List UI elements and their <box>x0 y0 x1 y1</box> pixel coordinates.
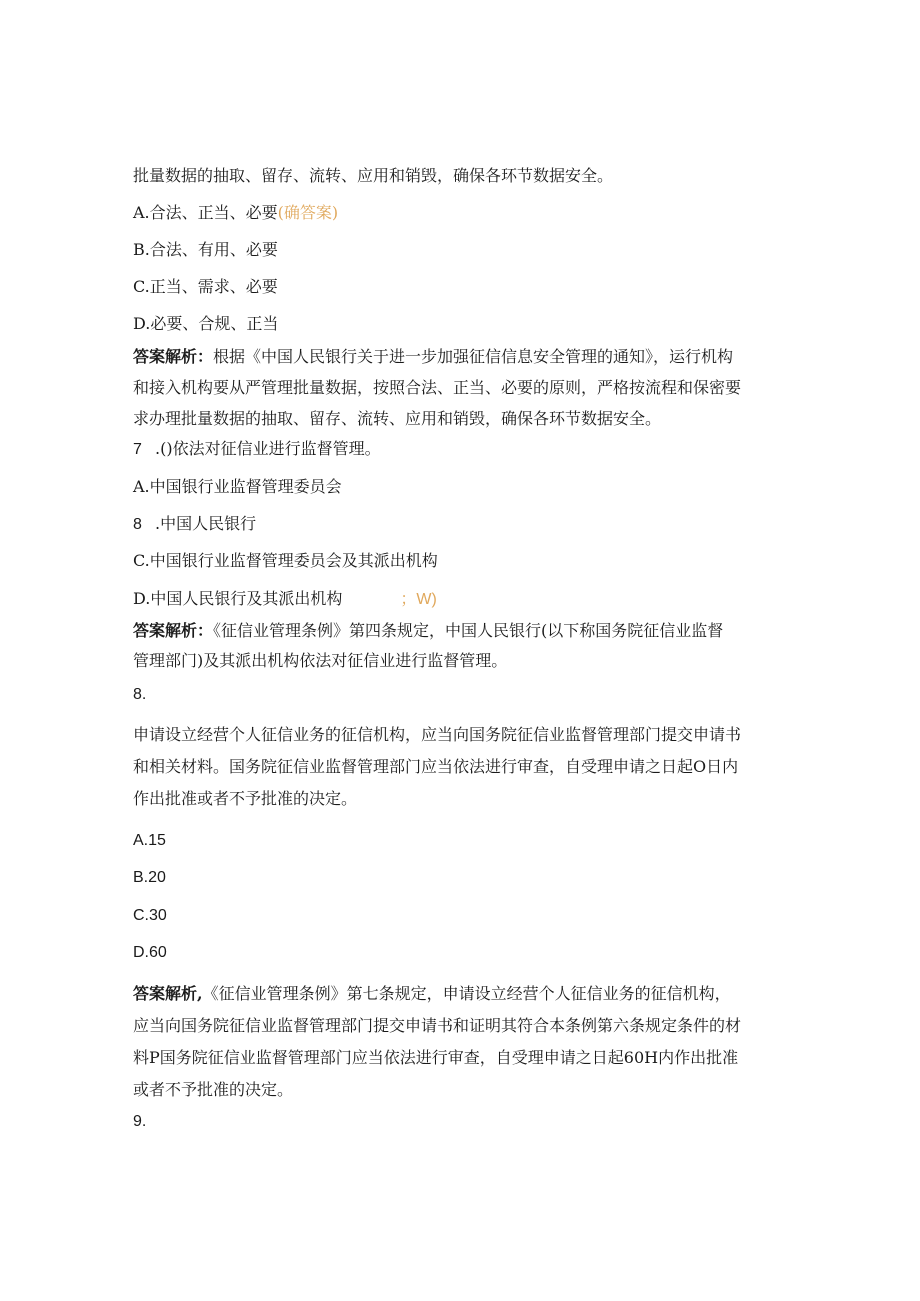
q7-option-b-number: 8 <box>133 516 142 533</box>
q8-stem-line-1: 申请设立经营个人征信业务的征信机构，应当向国务院征信业监督管理部门提交申请书 <box>133 725 742 744</box>
q8-stem-line-2: 和相关材料。国务院征信业监督管理部门应当依法进行审查，自受理申请之日起O日内 <box>133 757 739 776</box>
q6-stem-tail: 批量数据的抽取、留存、流转、应用和销毁，确保各环节数据安全。 <box>133 166 614 185</box>
q7-correct-mark: ；W) <box>400 591 437 608</box>
q8-analysis-line-2: 应当向国务院征信业监督管理部门提交申请书和证明其符合本条例第六条规定条件的材 <box>133 1016 742 1035</box>
q8-analysis-label: 答案解析, <box>133 984 203 1003</box>
q7-stem <box>133 439 381 460</box>
q7-option-a: A.中国银行业监督管理委员会 <box>133 477 342 496</box>
q7-option-d-text: D.中国人民银行及其派出机构 <box>133 589 343 608</box>
q7-option-c: C.中国银行业监督管理委员会及其派出机构 <box>133 551 438 570</box>
q6-option-a-text: A.合法、正当、必要 <box>133 203 278 222</box>
q6-analysis-line-3: 求办理批量数据的抽取、留存、流转、应用和销毁，确保各环节数据安全。 <box>133 409 662 428</box>
q8-number: 8. <box>133 686 147 703</box>
q8-analysis-line-1: 答案解析,《征信业管理条例》第七条规定，申请设立经营个人征信业务的征信机构， <box>133 984 731 1003</box>
q8-option-c: C.30 <box>133 907 167 924</box>
q6-analysis-label: 答案解析： <box>133 347 214 366</box>
q8-option-a: A.15 <box>133 832 166 849</box>
q7-number: 7 <box>133 441 142 458</box>
q6-analysis-line-2: 和接入机构要从严管理批量数据，按照合法、正当、必要的原则，严格按流程和保密要 <box>133 378 742 397</box>
q6-analysis-line-1: 答案解析：根据《中国人民银行关于进一步加强征信信息安全管理的通知》，运行机构 <box>133 347 734 366</box>
q7-option-b <box>133 514 256 535</box>
q6-correct-mark: (确答案) <box>277 203 339 222</box>
q8-option-b: B.20 <box>133 869 166 886</box>
q7-stem-text: .()依法对征信业进行监督管理。 <box>155 439 381 458</box>
q8-option-d: D.60 <box>133 944 167 961</box>
q7-analysis-line-2: 管理部门)及其派出机构依法对征信业进行监督管理。 <box>133 651 508 670</box>
q6-option-c: C.正当、需求、必要 <box>133 277 278 296</box>
q6-option-d: D.必要、合规、正当 <box>133 314 279 333</box>
q7-analysis-label: 答案解析： <box>133 621 214 640</box>
q9-number: 9. <box>133 1113 147 1130</box>
q7-option-d <box>133 589 437 610</box>
q6-option-a <box>133 203 338 223</box>
q7-analysis-line-1: 答案解析：《征信业管理条例》第四条规定，中国人民银行(以下称国务院征信业监督 <box>133 621 724 640</box>
q7-option-b-text: .中国人民银行 <box>155 514 257 533</box>
q8-analysis-line-3: 料P国务院征信业监督管理部门应当依法进行审查，自受理申请之日起60H内作出批准 <box>133 1048 739 1067</box>
q6-option-b: B.合法、有用、必要 <box>133 240 278 259</box>
q8-stem-line-3: 作出批准或者不予批准的决定。 <box>133 789 358 808</box>
q8-analysis-line-4: 或者不予批准的决定。 <box>133 1080 294 1099</box>
